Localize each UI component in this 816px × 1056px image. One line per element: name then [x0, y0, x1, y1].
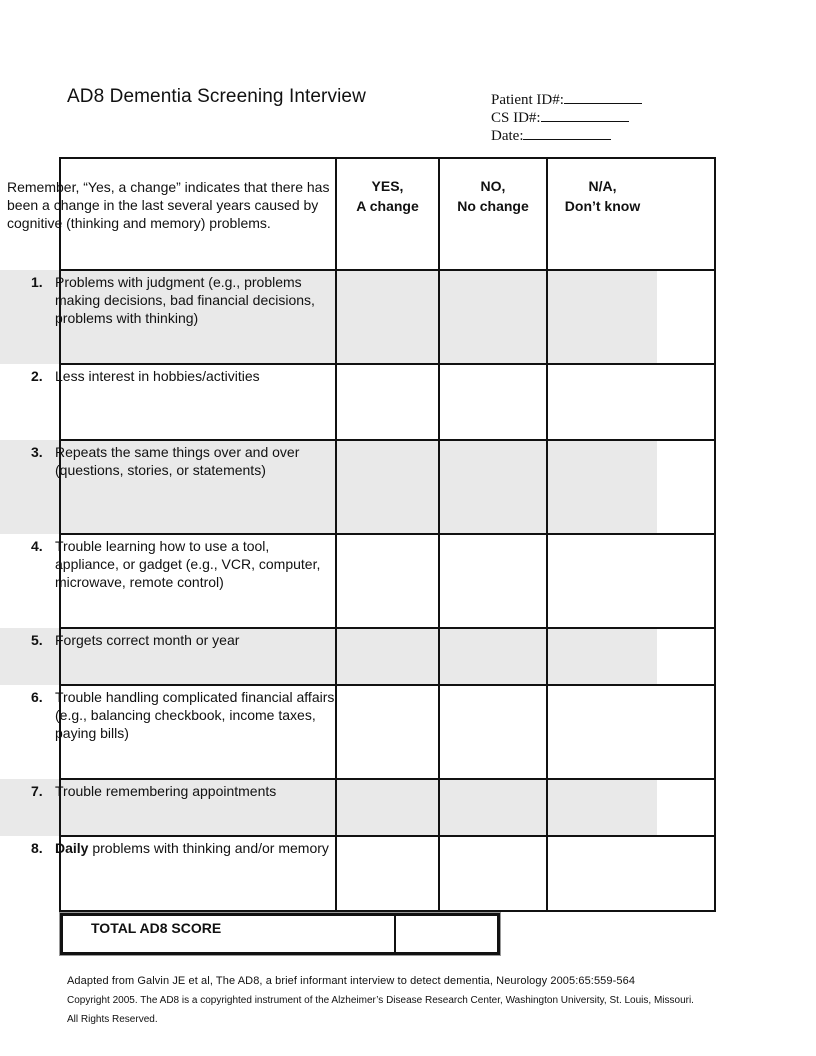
patient-id-field[interactable]: [491, 91, 642, 109]
yes-checkbox-cell[interactable]: [337, 628, 440, 685]
column-header-yes: [337, 157, 440, 270]
item-number: 3.: [31, 444, 43, 460]
table-row: [0, 779, 657, 836]
item-number: 6.: [31, 689, 43, 705]
total-score-row: [59, 912, 501, 956]
no-checkbox-cell[interactable]: [440, 836, 548, 912]
item-text: Daily problems with thinking and/or memory: [55, 840, 329, 856]
instructions-cell: [0, 157, 337, 270]
na-checkbox-cell[interactable]: [548, 836, 657, 912]
table-header-row: [0, 157, 657, 270]
yes-checkbox-cell[interactable]: [337, 685, 440, 779]
cs-id-label: CS ID#:: [491, 110, 541, 126]
copyright-text: Copyright 2005. The AD8 is a copyrighted instrument of the Alzheimer’s Disease Research Center, Washington University, St. Louis, Missouri.: [67, 995, 694, 1006]
instructions-text: Remember, “Yes, a change” indicates that there has been a change in the last several years caused by cognitive (thinking and memory) problems.: [7, 179, 330, 231]
cs-id-blank[interactable]: [541, 109, 629, 122]
row-divider: [59, 778, 716, 780]
item-text: Trouble handling complicated financial affairs (e.g., balancing checkbook, income taxes, paying bills): [55, 689, 335, 741]
date-blank[interactable]: [523, 127, 611, 140]
item-number: 2.: [31, 368, 43, 384]
table-row: [0, 364, 657, 440]
yes-checkbox-cell[interactable]: [337, 364, 440, 440]
column-yes-line1: YES,: [371, 178, 404, 194]
column-header-na: [548, 157, 657, 270]
column-na-line1: N/A,: [588, 178, 617, 194]
item-text: Trouble learning how to use a tool, appliance, or gadget (e.g., VCR, computer, microwave, remote control): [55, 538, 321, 590]
page-title: AD8 Dementia Screening Interview: [67, 86, 366, 107]
date-field[interactable]: [491, 127, 642, 145]
na-checkbox-cell[interactable]: [548, 534, 657, 628]
total-score-label: TOTAL AD8 SCORE: [63, 916, 396, 952]
na-checkbox-cell[interactable]: [548, 364, 657, 440]
yes-checkbox-cell[interactable]: [337, 440, 440, 534]
row-divider: [59, 439, 716, 441]
total-score-input[interactable]: [396, 916, 497, 952]
item-text: Repeats the same things over and over (questions, stories, or statements): [55, 444, 300, 478]
yes-checkbox-cell[interactable]: [337, 270, 440, 364]
row-divider: [59, 269, 716, 271]
item-text: Trouble remembering appointments: [55, 783, 277, 799]
patient-id-label: Patient ID#:: [491, 92, 564, 108]
table-row: [0, 628, 657, 685]
patient-info-fields: [491, 91, 642, 145]
column-no-line2: No change: [457, 198, 529, 214]
yes-checkbox-cell[interactable]: [337, 836, 440, 912]
row-divider: [59, 627, 716, 629]
column-yes-line2: A change: [356, 198, 419, 214]
column-na-line2: Don’t know: [564, 198, 641, 214]
no-checkbox-cell[interactable]: [440, 440, 548, 534]
item-number: 4.: [31, 538, 43, 554]
yes-checkbox-cell[interactable]: [337, 779, 440, 836]
table-row: [0, 836, 657, 912]
table-row: [0, 685, 657, 779]
rights-text: All Rights Reserved.: [67, 1014, 158, 1025]
citation-text: Adapted from Galvin JE et al, The AD8, a brief informant interview to detect dementia, Neurology 2005:65:559-564: [67, 975, 636, 987]
no-checkbox-cell[interactable]: [440, 364, 548, 440]
no-checkbox-cell[interactable]: [440, 534, 548, 628]
patient-id-blank[interactable]: [564, 91, 642, 104]
footer: [67, 972, 694, 1029]
column-header-no: [440, 157, 548, 270]
item-text: Forgets correct month or year: [55, 632, 240, 648]
row-divider: [59, 363, 716, 365]
na-checkbox-cell[interactable]: [548, 628, 657, 685]
na-checkbox-cell[interactable]: [548, 440, 657, 534]
na-checkbox-cell[interactable]: [548, 685, 657, 779]
row-divider: [59, 835, 716, 837]
item-number: 5.: [31, 632, 43, 648]
yes-checkbox-cell[interactable]: [337, 534, 440, 628]
no-checkbox-cell[interactable]: [440, 779, 548, 836]
item-text: Problems with judgment (e.g., problems making decisions, bad financial decisions, problems with thinking): [55, 274, 315, 326]
na-checkbox-cell[interactable]: [548, 270, 657, 364]
row-divider: [59, 533, 716, 535]
no-checkbox-cell[interactable]: [440, 685, 548, 779]
column-no-line1: NO,: [480, 178, 506, 194]
table-row: [0, 270, 657, 364]
row-divider: [59, 684, 716, 686]
no-checkbox-cell[interactable]: [440, 270, 548, 364]
date-label: Date:: [491, 128, 524, 144]
no-checkbox-cell[interactable]: [440, 628, 548, 685]
item-number: 1.: [31, 274, 43, 290]
cs-id-field[interactable]: [491, 109, 642, 127]
item-number: 7.: [31, 783, 43, 799]
na-checkbox-cell[interactable]: [548, 779, 657, 836]
table-row: [0, 534, 657, 628]
item-text: Less interest in hobbies/activities: [55, 368, 260, 384]
item-number: 8.: [31, 840, 43, 856]
table-row: [0, 440, 657, 534]
